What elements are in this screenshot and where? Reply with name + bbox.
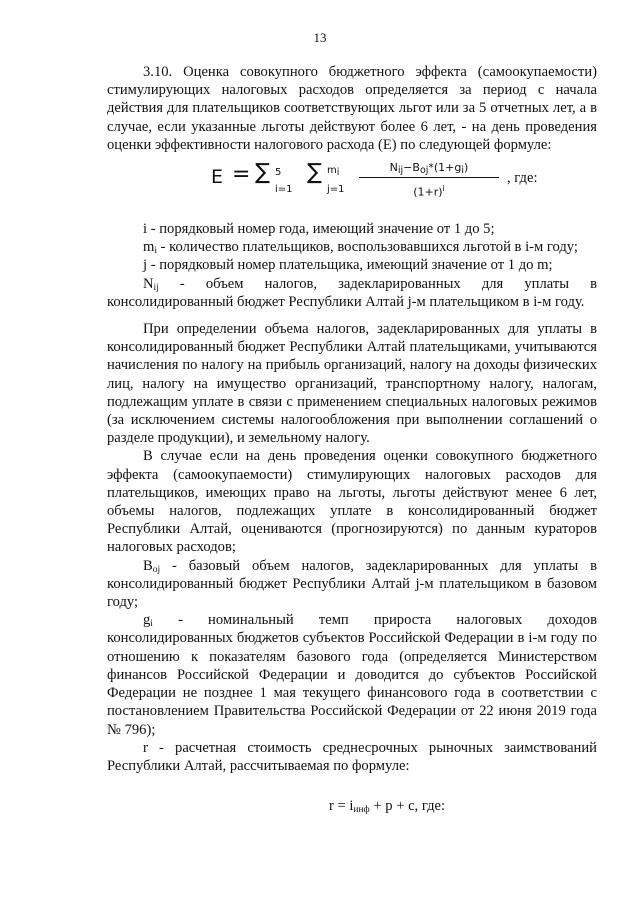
def-m-text: - количество плательщиков, воспользовавшихся льготой в i-м году;: [157, 239, 578, 256]
page-number: 13: [313, 30, 327, 45]
def-g-sub: i: [150, 619, 153, 630]
def-n-symbol: N: [143, 275, 154, 292]
def-g-text: - номинальный темп прироста налоговых доходов консолидированных бюджетов субъектов Российской Федерации в i-м году по отношению к показателям базового года (определяется Министерством финансов Российской Федерации и доводится до субъектов Российской Федерации не позднее 1 мая текущего финансового года в соответствии с постановлением Правительства Российской Федерации от 22 июня 2019 года № 796);: [107, 612, 597, 738]
def-m-symbol: m: [143, 239, 155, 256]
sum-inner-upper-sub: i: [336, 167, 340, 179]
fraction-bar: [359, 177, 499, 178]
formula-r: [107, 797, 597, 815]
def-n-sub: ij: [153, 282, 159, 293]
num-n-sub: ij: [397, 165, 404, 177]
num-n: N: [389, 161, 398, 175]
def-b-symbol: B: [143, 557, 153, 574]
intro-paragraph: 3.10. Оценка совокупного бюджетного эффекта (самоокупаемости) стимулирующих налоговых расходов определяется за период с начала действия для плательщиков соответствующих льгот или за 5 отчетных лет, а в случае, если указанные льготы действуют более 6 лет, - на день проведения оценки эффективности налогового расхода (Е) по следующей формуле:: [107, 64, 597, 153]
sum-symbol-outer: ∑: [255, 160, 270, 186]
def-b: [107, 557, 597, 612]
def-g: [107, 611, 597, 738]
paragraph-tax-volume: При определении объема налогов, задекларированных для уплаты в консолидированный бюджет Республики Алтай плательщиками, учитываются начисления по налогу на прибыль организаций, налогу на доходы физических лиц, налогу на имущество организаций, транспортному налогу, налогам, подлежащим уплате в связи с применением специальных налоговых режимов (за исключением системы налогообложения при выполнении соглашений о разделе продукции), и земельному налогу.: [107, 321, 597, 447]
den-text: (1+r): [413, 185, 443, 199]
formula-r-sub: инф: [353, 805, 370, 816]
sum-symbol-inner: ∑: [307, 160, 322, 186]
def-n: [107, 275, 597, 311]
sum-inner-upper-m: m: [327, 165, 337, 177]
num-g-sub: i: [461, 165, 465, 177]
sum-outer-upper: 5: [275, 167, 282, 179]
def-r: r - расчетная стоимость среднесрочных рыночных заимствований Республики Алтай, рассчитываемая по формуле:: [107, 739, 597, 774]
formula-e: [107, 156, 597, 210]
sum-inner-upper: [327, 162, 339, 180]
def-j: j - порядковый номер плательщика, имеющий значение от 1 до m;: [143, 257, 553, 274]
fraction-numerator: [359, 159, 499, 177]
formula-r-rest: + p + c, где:: [369, 798, 446, 815]
def-g-symbol: g: [143, 612, 151, 629]
def-b-text: - базовый объем налогов, задекларированных для уплаты в консолидированный бюджет Республики Алтай j-м плательщиком в базовом году;: [107, 557, 597, 611]
def-m-sub: i: [154, 246, 157, 257]
num-b-sub: oj: [419, 165, 429, 177]
den-sup: i: [442, 184, 445, 194]
fraction-denominator: [359, 180, 499, 202]
formula-e-equals: =: [232, 162, 251, 188]
def-i: i - порядковый номер года, имеющий значение от 1 до 5;: [143, 221, 495, 238]
document-body: [107, 63, 597, 815]
num-b: −B: [403, 161, 420, 175]
paragraph-less-6-years: В случае если на день проведения оценки совокупного бюджетного эффекта (самоокупаемости) стимулирующих налоговых расходов для плательщиков, имеющих право на льготы, льготы действуют менее 6 лет, объемы налогов, подлежащих уплате в консолидированный бюджет Республики Алтай, оцениваются (прогнозируются) по данным кураторов налоговых расходов;: [107, 448, 597, 556]
num-close: ): [464, 161, 469, 175]
def-b-sub: oj: [152, 564, 161, 575]
def-m: [107, 238, 597, 256]
num-g: *(1+g: [428, 161, 462, 175]
formula-r-lhs: r = i: [328, 798, 354, 815]
formula-e-where: , где:: [507, 170, 538, 187]
sum-outer-lower: i=1: [275, 184, 293, 196]
def-n-text: - объем налогов, задекларированных для уплаты в консолидированный бюджет Республики Алтай j-м плательщиком в i-м году.: [107, 275, 597, 310]
sum-inner-lower: j=1: [327, 184, 345, 196]
formula-e-lhs: E: [211, 166, 224, 189]
